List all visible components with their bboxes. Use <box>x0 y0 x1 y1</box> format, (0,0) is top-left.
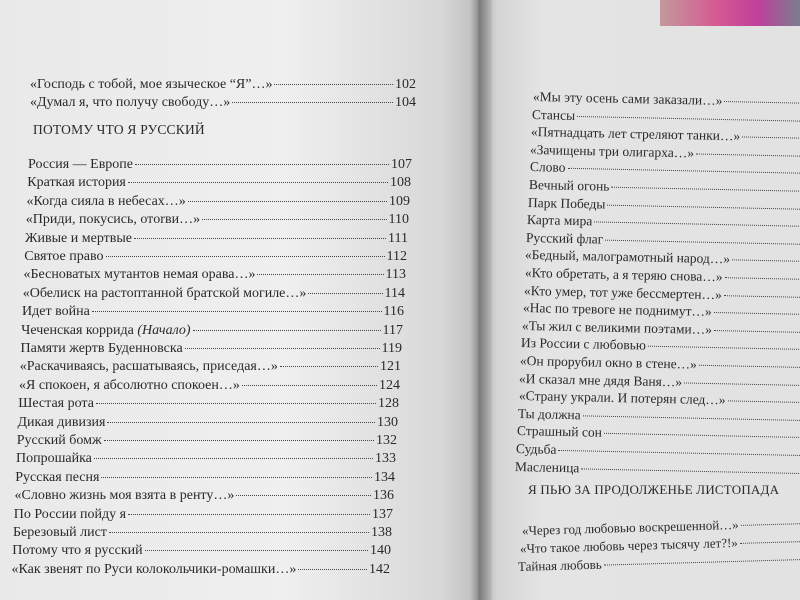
toc-entry-page: 134 <box>374 469 395 485</box>
toc-leader-dots <box>577 115 800 122</box>
toc-entry-title: «Когда сияла в небесах…» <box>26 193 186 209</box>
toc-entry-title: «Через год любовью воскрешенной…» <box>521 516 739 538</box>
toc-entry-title-suffix: (Начало) <box>137 322 191 338</box>
toc-leader-dots <box>106 255 385 257</box>
toc-entry-title: Ты должна <box>517 405 581 423</box>
toc-entry-page: 104 <box>395 95 416 110</box>
toc-entry-title: Святое право <box>24 249 104 264</box>
toc-entry-page: 128 <box>378 396 399 412</box>
toc-leader-dots <box>236 494 371 496</box>
toc-leader-dots <box>611 186 800 193</box>
toc-leader-dots <box>727 400 800 404</box>
toc-leader-dots <box>742 136 800 140</box>
toc-entry-title: «Ты жил с великими поэтами…» <box>521 317 713 337</box>
toc-entry-page: 113 <box>385 267 406 283</box>
toc-leader-dots <box>581 467 800 474</box>
toc-entry-title: Страшный сон <box>516 423 602 441</box>
toc-leader-dots <box>724 276 800 280</box>
toc-leader-dots <box>298 568 367 570</box>
book-gutter <box>470 0 492 600</box>
right-section-heading: Я ПЬЮ ЗА ПРОДОЛЖЕНЬЕ ЛИСТОПАДА <box>528 482 780 497</box>
toc-entry-page: 140 <box>370 543 391 559</box>
toc-leader-dots <box>242 384 377 386</box>
toc-entry <box>30 76 416 94</box>
toc-leader-dots <box>582 414 800 421</box>
toc-entry <box>16 450 396 468</box>
toc-entry-title: Дикая дивизия <box>17 414 106 430</box>
toc-entry-page: 102 <box>395 77 416 92</box>
toc-entry-page: 109 <box>389 193 410 209</box>
toc-entry <box>30 94 416 112</box>
toc-leader-dots <box>135 163 389 165</box>
toc-entry-title: Березовый лист <box>13 525 107 540</box>
toc-entry-page: 124 <box>379 377 400 393</box>
toc-entry <box>27 174 411 192</box>
toc-entry <box>12 542 391 560</box>
toc-leader-dots <box>202 218 386 220</box>
toc-entry-title: Слово <box>529 159 566 176</box>
left-section-heading: ПОТОМУ ЧТО Я РУССКИЙ <box>33 122 205 137</box>
toc-entry-title: Парк Победы <box>527 194 606 212</box>
toc-entry-title: Стансы <box>531 106 576 123</box>
toc-entry <box>27 193 411 211</box>
toc-entry-page: 130 <box>377 414 398 430</box>
toc-leader-dots <box>109 531 369 533</box>
toc-entry-title: «Что такое любовь через тысячу лет?!» <box>519 534 739 556</box>
toc-leader-dots <box>94 457 373 459</box>
toc-entry <box>24 266 407 284</box>
toc-entry-title: «И сказал мне дядя Ваня…» <box>519 370 683 390</box>
toc-leader-dots <box>101 476 372 478</box>
toc-entry <box>13 524 392 542</box>
toc-leader-dots <box>188 200 387 202</box>
toc-entry-title: «Пятнадцать лет стреляют танки…» <box>531 124 741 144</box>
toc-entry-page: 132 <box>376 433 397 448</box>
toc-leader-dots <box>92 310 382 312</box>
toc-entry-title: «Приди, покусись, отorви…» <box>25 212 201 228</box>
toc-entry-page: 110 <box>388 212 409 228</box>
toc-leader-dots <box>605 238 800 245</box>
background-object <box>660 0 800 26</box>
toc-entry-title: «Думал я, что получу свободу…» <box>30 95 231 110</box>
toc-entry-title: «Зачищены три олигарха…» <box>530 141 695 161</box>
toc-entry-page: 119 <box>381 341 402 356</box>
toc-leader-dots <box>648 345 800 351</box>
toc-entry-title: «Кто обретать, а я теряю снова…» <box>524 265 723 285</box>
toc-leader-dots <box>558 449 800 456</box>
toc-entry-title: Вечный огонь <box>528 177 610 194</box>
toc-entry-page: 108 <box>390 175 411 191</box>
toc-entry-title: «Бесноватых мутантов немая орава…» <box>23 267 256 283</box>
toc-leader-dots <box>280 365 378 367</box>
toc-entry-title: «Я спокоен, я абсолютно спокоен…» <box>19 377 240 393</box>
toc-entry-page: 121 <box>380 359 401 375</box>
toc-leader-dots <box>308 292 382 294</box>
toc-leader-dots <box>96 402 376 404</box>
toc-entry-page: 136 <box>373 488 394 504</box>
toc-leader-dots <box>740 540 800 544</box>
toc-entry-title: Тайная любовь <box>517 556 602 574</box>
toc-entry-title: Русский флаг <box>526 229 604 247</box>
toc-entry <box>21 322 403 340</box>
toc-entry-title: Шестая рота <box>18 396 94 412</box>
toc-entry-title: Русский бомж <box>16 433 102 448</box>
toc-entry-page: 112 <box>386 249 407 264</box>
toc-entry <box>18 414 399 432</box>
toc-leader-dots <box>723 294 800 298</box>
toc-leader-dots <box>193 329 381 331</box>
toc-entry <box>17 432 397 450</box>
toc-leader-dots <box>696 152 800 157</box>
toc-entry-title: Краткая история <box>27 175 126 191</box>
toc-entry-title: «Обелиск на растоптанной братской могиле…» <box>22 285 307 301</box>
toc-entry <box>23 285 405 303</box>
toc-leader-dots <box>594 221 800 228</box>
toc-entry-title: Из России с любовью <box>520 335 647 354</box>
toc-leader-dots <box>274 83 393 85</box>
toc-entry-page: 107 <box>391 157 412 172</box>
toc-entry-title: «Бедный, малограмотный народ…» <box>525 247 731 267</box>
toc-entry-title: Попрошайка <box>16 451 92 467</box>
toc-entry-page: 111 <box>388 230 408 246</box>
toc-leader-dots <box>732 259 800 263</box>
toc-entry-title: Карта мира <box>526 212 593 229</box>
toc-entry-title: «Господь с тобой, мое языческое “Я”…» <box>30 77 273 92</box>
toc-entry-title: «Раскачиваясь, расшатываясь, приседая…» <box>19 359 278 375</box>
toc-entry-title: «Как звенят по Руси колокольчики-ромашки…» <box>11 561 297 577</box>
toc-leader-dots <box>104 439 374 441</box>
toc-entry-title: По России пойду я <box>13 506 127 522</box>
toc-entry-title: «Мы эту осень сами заказали…» <box>532 89 723 108</box>
toc-entry-title: «Словно жизнь моя взята в ренту…» <box>14 488 235 504</box>
toc-entry-title: «Нас по тревоге не поднимут…» <box>522 300 712 320</box>
toc-entry-page: 142 <box>369 561 390 577</box>
toc-entry-page: 138 <box>371 525 392 540</box>
toc-entry <box>14 506 393 524</box>
toc-entry <box>19 377 400 395</box>
toc-entry <box>24 248 407 266</box>
toc-leader-dots <box>232 101 393 103</box>
toc-leader-dots <box>128 181 388 183</box>
toc-entry-page: 137 <box>372 506 393 522</box>
toc-entry <box>20 358 401 376</box>
toc-entry <box>15 487 395 505</box>
toc-entry-title: Памяти жертв Буденновска <box>20 341 183 356</box>
toc-entry <box>12 561 391 579</box>
toc-leader-dots <box>607 203 800 210</box>
toc-entry <box>22 303 404 321</box>
toc-entry-page: 114 <box>384 285 405 301</box>
toc-leader-dots <box>713 311 800 315</box>
toc-entry-title: Потому что я русский <box>12 543 143 559</box>
toc-entry-title: «Он прорубил окно в стене…» <box>520 353 698 372</box>
toc-entry-title: Россия — Европе <box>28 157 134 172</box>
toc-leader-dots <box>699 364 800 368</box>
toc-entry <box>18 395 399 413</box>
toc-leader-dots <box>257 273 383 275</box>
toc-entry-title: «Страну украли. И потерян след…» <box>518 388 726 408</box>
toc-leader-dots <box>604 432 800 438</box>
toc-entry-title: «Кто умер, тот уже бессмертен…» <box>523 282 722 302</box>
toc-leader-dots <box>107 421 375 423</box>
toc-entry-title: Масленица <box>514 458 580 475</box>
toc-leader-dots <box>185 347 380 349</box>
toc-entry-title: Чеченская коррида (Начало) <box>21 322 191 338</box>
toc-entry-title: Русская песня <box>15 469 100 485</box>
toc-entry-title: Идет война <box>22 304 90 320</box>
toc-entry <box>25 230 408 248</box>
toc-leader-dots <box>604 558 800 566</box>
toc-entry <box>26 211 409 229</box>
toc-leader-dots <box>134 237 386 239</box>
toc-entry <box>21 340 403 358</box>
toc-entry-page: 117 <box>382 322 403 338</box>
toc-leader-dots <box>145 549 368 551</box>
toc-entry <box>28 156 412 174</box>
toc-entry-title: Живые и мертвые <box>25 230 132 246</box>
toc-leader-dots <box>741 522 800 526</box>
toc-leader-dots <box>567 167 800 174</box>
toc-entry-title: Судьба <box>515 441 557 457</box>
right-page <box>478 0 800 600</box>
toc-leader-dots <box>128 513 370 515</box>
toc-leader-dots <box>684 381 800 386</box>
toc-leader-dots <box>724 100 800 104</box>
toc-leader-dots <box>714 329 800 333</box>
toc-entry <box>15 469 395 487</box>
toc-entry-page: 116 <box>383 304 404 320</box>
toc-entry-page: 133 <box>375 451 396 467</box>
